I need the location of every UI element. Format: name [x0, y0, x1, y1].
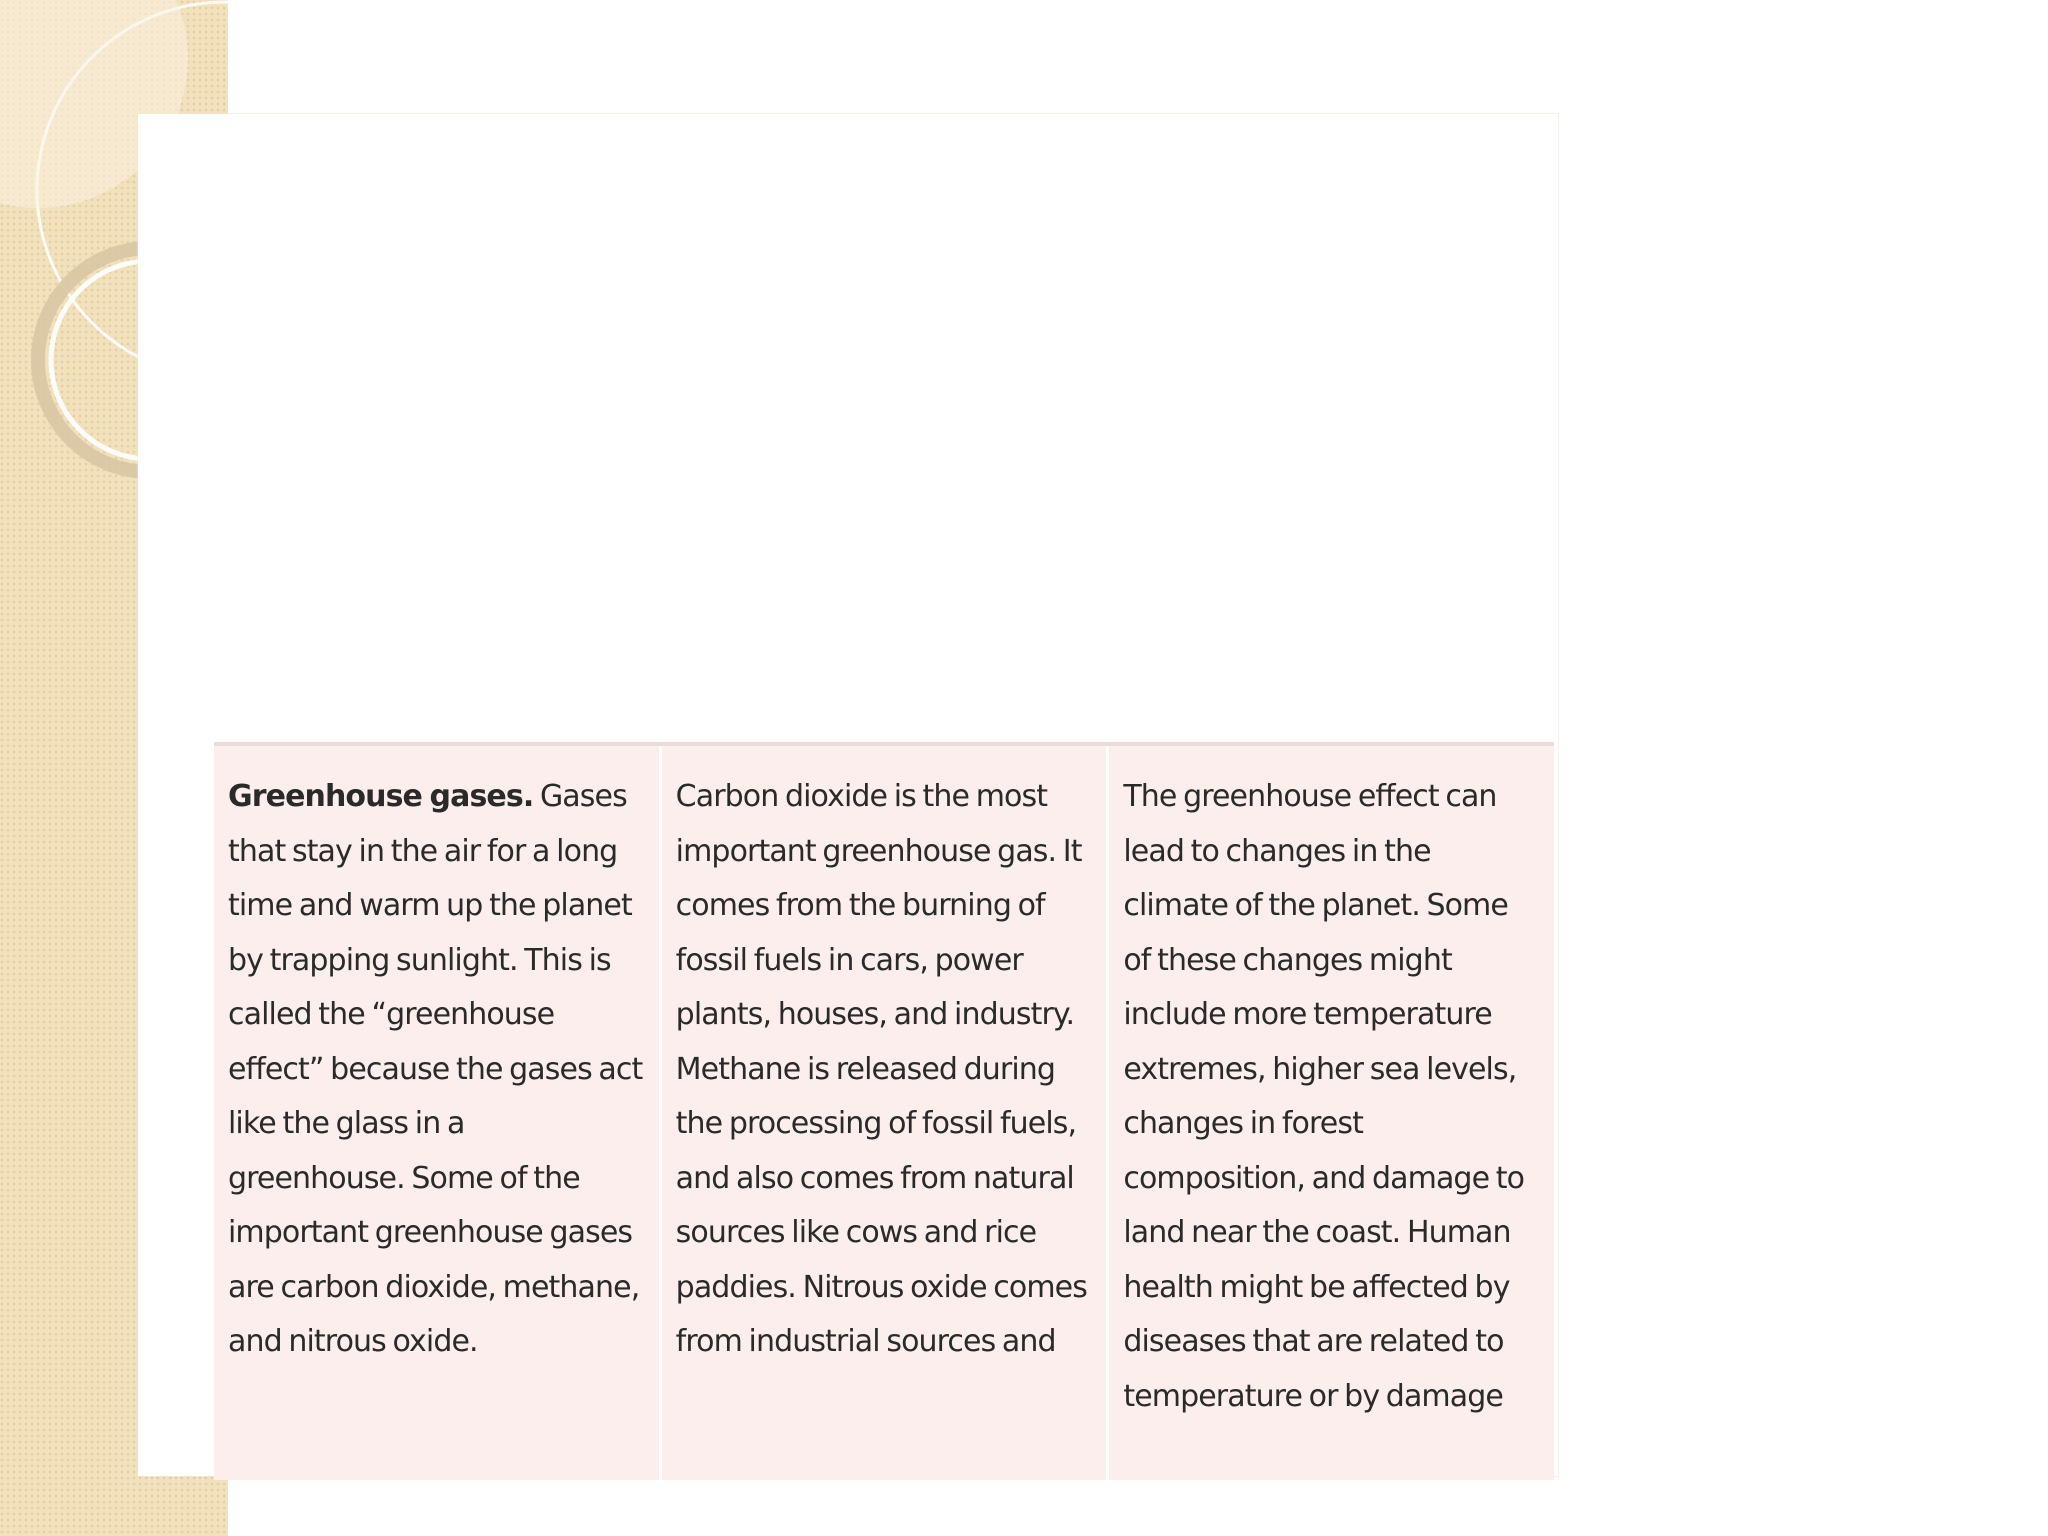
table-column-3	[1106, 746, 1554, 1480]
table-column-1	[214, 746, 659, 1480]
column-1-text: Gases that stay in the air for a long time and warm up the planet by trapping sunlight. This is called the “greenhouse effect” because the gases act like the glass in a greenhouse. Some of the important greenhouse gases are carbon dioxide, methane, and nitrous oxide.	[228, 779, 643, 1359]
table-column-2	[659, 746, 1107, 1480]
greenhouse-info-table	[214, 742, 1554, 1480]
column-3-text: The greenhouse effect can lead to changes in the climate of the planet. Some of these changes might include more temperature extremes, higher sea levels, changes in forest composition, and damage to land near the coast. Human health might be affected by diseases that are related to temperature or by damage	[1123, 779, 1525, 1414]
column-1-heading: Greenhouse gases.	[228, 779, 534, 814]
column-2-text: Carbon dioxide is the most important greenhouse gas. It comes from the burning of fossil fuels in cars, power plants, houses, and industry. Methane is released during the processing of fossil fuels, and also comes from natural sources like cows and rice paddies. Nitrous oxide comes from industrial sources and	[675, 779, 1087, 1359]
